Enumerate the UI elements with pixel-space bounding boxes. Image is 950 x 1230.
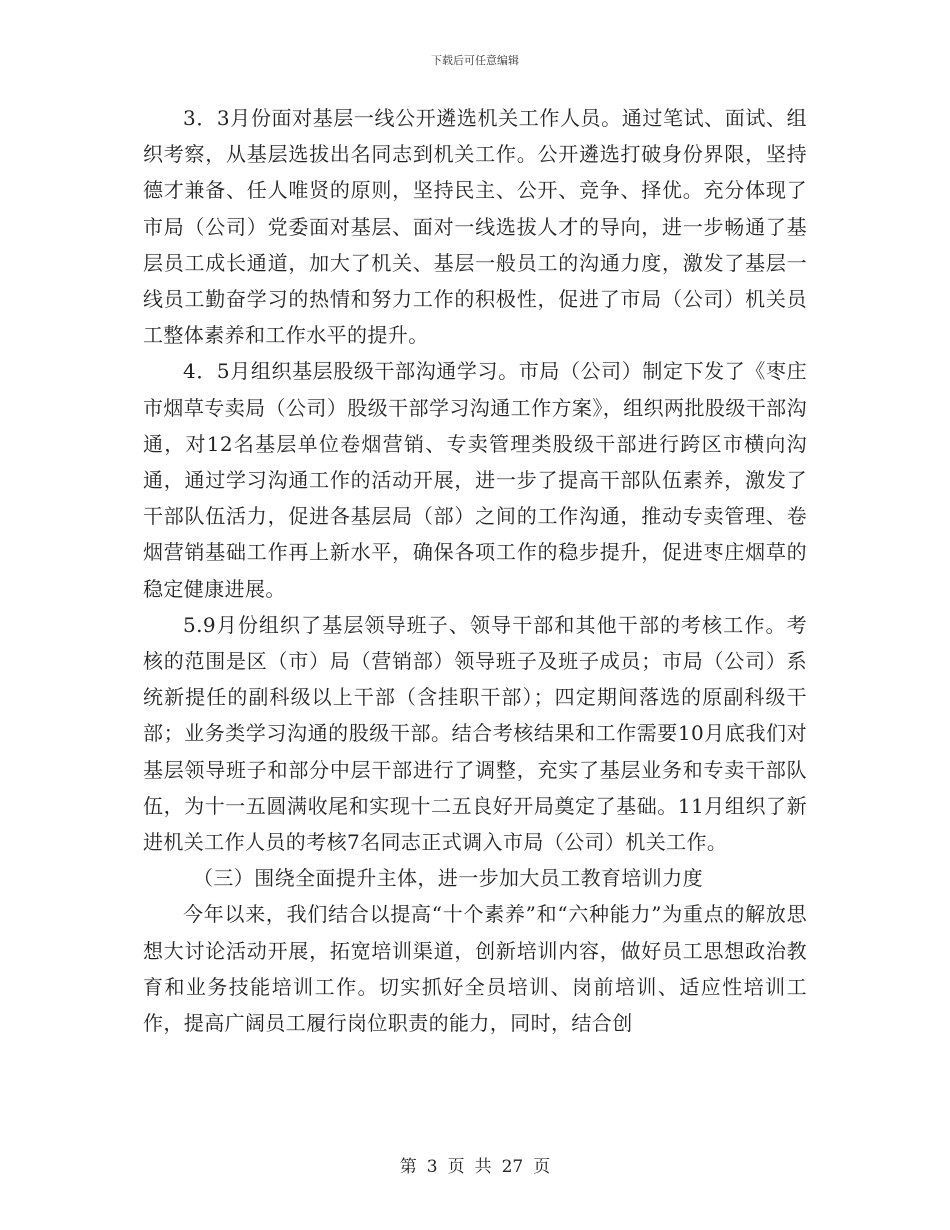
document-body [143, 100, 807, 1041]
paragraph-item-4: 4．5月组织基层股级干部沟通学习。市局（公司）制定下发了《枣庄市烟草专卖局（公司）股级干部学习沟通工作方案》，组织两批股级干部沟通，对12名基层单位卷烟营销、专卖管理类股级干部进行跨区市横向沟通，通过学习沟通工作的活动开展，进一步了提高干部队伍素养，激发了干部队伍活力，促进各基层局（部）之间的工作沟通，推动专卖管理、卷烟营销基础工作再上新水平，确保各项工作的稳步提升，促进枣庄烟草的稳定健康进展。 [143, 359, 807, 601]
paragraph-item-3: 3．3月份面对基层一线公开遴选机关工作人员。通过笔试、面试、组织考察，从基层选拔出名同志到机关工作。公开遴选打破身份界限，坚持德才兼备、任人唯贤的原则，坚持民主、公开、竞争、择优。充分体现了市局（公司）党委面对基层、面对一线选拔人才的导向，进一步畅通了基层员工成长通道，加大了机关、基层一般员工的沟通力度，激发了基层一线员工勤奋学习的热情和努力工作的积极性，促进了市局（公司）机关员工整体素养和工作水平的提升。 [143, 106, 807, 348]
footer-page-number: 3 [426, 1157, 438, 1177]
closing-paragraph: 今年以来，我们结合以提高“十个素养”和“六种能力”为重点的解放思想大讨论活动开展，拓宽培训渠道，创新培训内容，做好员工思想政治教育和业务技能培训工作。切实抓好全员培训、岗前培训、适应性培训工作，提高广阔员工履行岗位职责的能力，同时，结合创 [143, 902, 807, 1036]
footer-total-pages: 27 [501, 1157, 524, 1177]
page-header: 下载后可任意编辑 [431, 54, 519, 67]
section-heading: （三）围绕全面提升主体，进一步加大员工教育培训力度 [193, 866, 703, 891]
footer-total-label: 共 [474, 1157, 492, 1177]
footer-page-label: 第 [399, 1157, 417, 1177]
page-footer [0, 1156, 950, 1178]
footer-total-unit: 页 [533, 1157, 551, 1177]
footer-page-unit: 页 [447, 1157, 465, 1177]
paragraph-item-5: 5.9月份组织了基层领导班子、领导干部和其他干部的考核工作。考核的范围是区（市）局（营销部）领导班子及班子成员；市局（公司）系统新提任的副科级以上干部（含挂职干部）；四定期间落选的原副科级干部；业务类学习沟通的股级干部。结合考核结果和工作需要10月底我们对基层领导班子和部分中层干部进行了调整，充实了基层业务和专卖干部队伍，为十一五圆满收尾和实现十二五良好开局奠定了基础。11月组织了新进机关工作人员的考核7名同志正式调入市局（公司）机关工作。 [143, 612, 807, 855]
